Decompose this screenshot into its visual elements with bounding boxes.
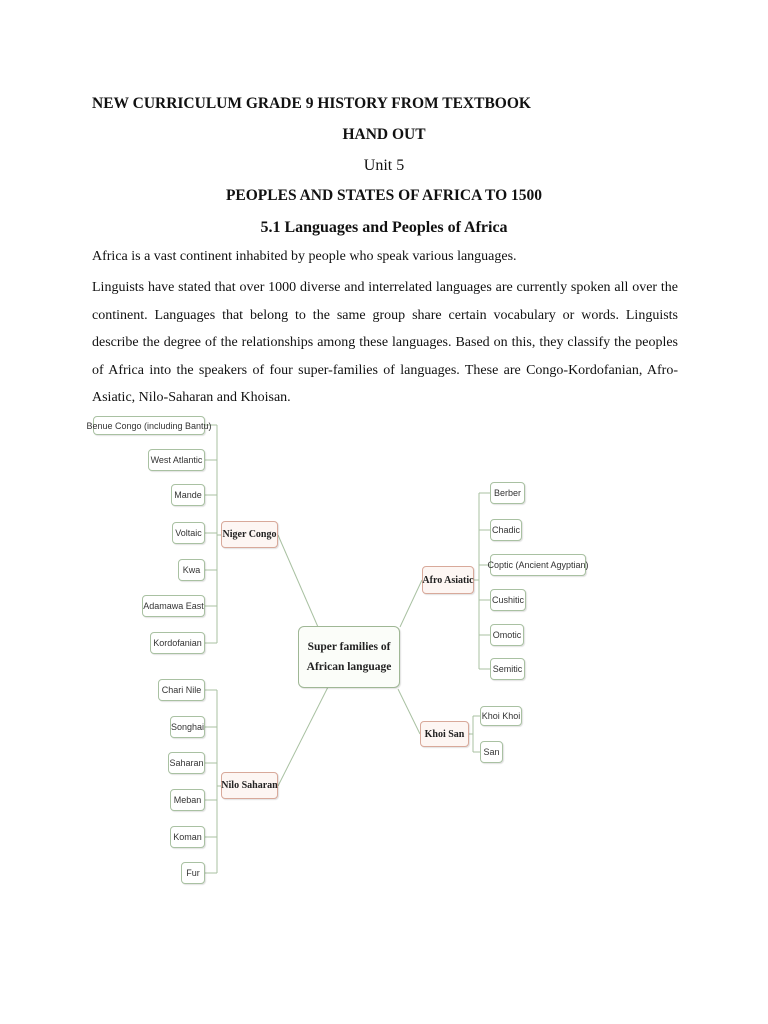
language-item: Adamawa East [142,595,205,617]
language-item: Meban [170,789,205,811]
body-paragraph: Linguists have stated that over 1000 diverse and interrelated languages are currently spoken all over the continent. Languages that belong to the same group share certain vocabulary or words. Linguists describe the degree of the relationships among these languages. Based on this, they classify the peoples of Africa into the speakers of four super-families of languages. These are Congo-Kordofanian, Afro-Asiatic, Nilo-Saharan and Khoisan. [92,280,678,405]
section-title: 5.1 Languages and Peoples of Africa [260,219,508,236]
language-item: Chadic [490,519,522,541]
language-families-diagram [86,409,590,887]
language-item: Berber [490,482,525,504]
language-item: Omotic [490,624,524,646]
language-item: Kwa [178,559,205,581]
document-title: NEW CURRICULUM GRADE 9 HISTORY FROM TEXTBOOK [92,95,531,112]
language-item: Fur [181,862,205,884]
language-item: Mande [171,484,205,506]
language-item: West Atlantic [148,449,205,471]
family-afro-asiatic: Afro Asiatic [422,566,474,594]
language-item: Kordofanian [150,632,205,654]
family-niger-congo: Niger Congo [221,521,278,548]
unit-label: Unit 5 [363,157,405,174]
language-item: Khoi Khoi [480,706,522,726]
family-nilo-saharan: Nilo Saharan [221,772,278,799]
language-item: Koman [170,826,205,848]
handout-label: HAND OUT [342,126,426,143]
language-item: Songhai [170,716,205,738]
language-item: San [480,741,503,763]
language-item: Saharan [168,752,205,774]
language-item: Chari Nile [158,679,205,701]
center-node: Super families of African language [298,626,400,688]
unit-title: PEOPLES AND STATES OF AFRICA TO 1500 [225,187,543,204]
family-khoi-san: Khoi San [420,721,469,747]
intro-paragraph: Africa is a vast continent inhabited by people who speak various languages. [92,249,517,264]
language-item: Coptic (Ancient Agyptian) [490,554,586,576]
language-item: Voltaic [172,522,205,544]
language-item: Cushitic [490,589,526,611]
language-item: Semitic [490,658,525,680]
language-item: Benue Congo (including Bantu) [93,416,205,435]
